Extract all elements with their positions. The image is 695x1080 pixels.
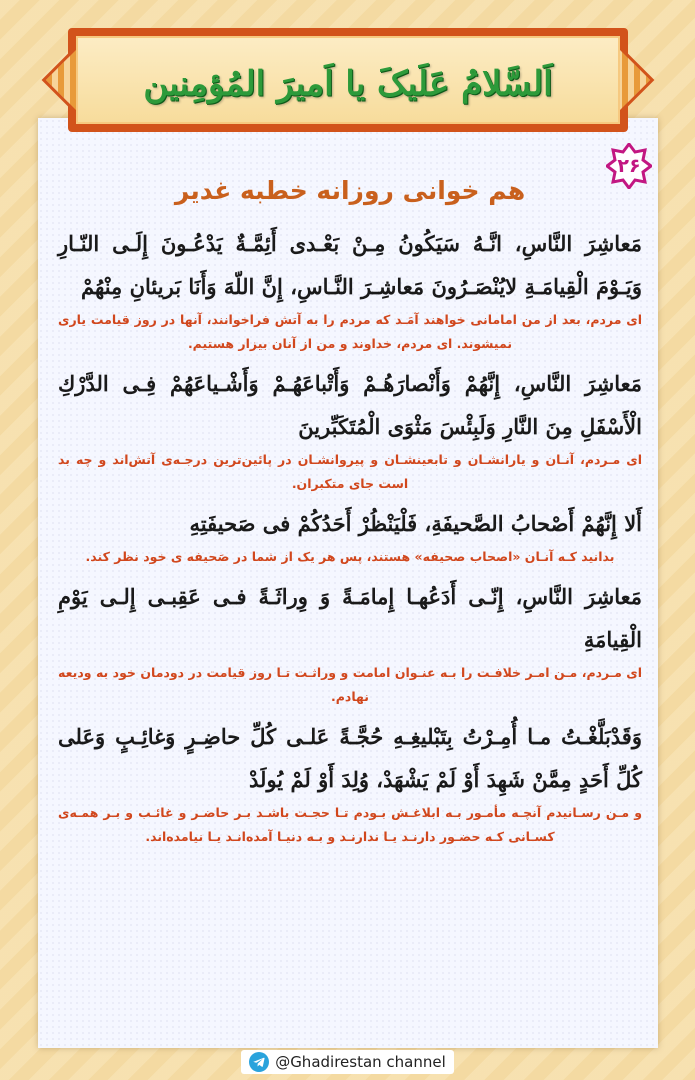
banner-inner: [76, 36, 620, 124]
persian-translation-3: بدانید کـه آنـان «اصحاب صحیفه» هستند، پس هر یک از شما در صَحیفه ی خود نظر کند.: [85, 549, 615, 564]
channel-link[interactable]: [241, 1050, 454, 1074]
persian-translation-2: ای مـردم، آنـان و یارانشـان و تابعینشـان و پیروانشـان در پائین‌ترین درجـه‌ی آتش‌اند و چه بد است جای متکبران.: [58, 452, 642, 491]
badge-number: ۲۶: [617, 155, 641, 177]
footer: [0, 1050, 695, 1080]
channel-name: @Ghadirestan channel: [275, 1053, 446, 1071]
arabic-paragraph-3: أَلا إِنَّهُمْ أَصْحابُ الصَّحیفَةِ، فَلْیَنْظُرْ أَحَدُكُمْ فی صَحیفَتِهِ: [189, 511, 642, 536]
persian-translation-1: ای مردم، بعد از من امامانی خواهند آمَـد که مردم را به آتش فراخوانند، آنها در روز قیامت یاری نمیشوند. ای مردم، خداوند و من از آنان بیزار هستیم.: [58, 312, 642, 351]
persian-translation-5: و مـن رسـانیدم آنچـه مأمـور بـه ابلاغـش بـودم تـا حجـت باشـد بـر حاضـر و غائـب و بـر همـه‌ی کسـانی کـه حضـور دارنـد یـا ندارنـد و بـه دنیـا آمده‌انـد یـا نیامده‌اند.: [58, 805, 642, 844]
arabic-paragraph-4: مَعاشِرَ النَّاسِ، إِنّـی أَدَعُهـا إِمامَـةً وَ وِراثَـةً فـی عَقِبـی إِلـی یَوْمِ الْقِیامَةِ: [58, 584, 642, 652]
arabic-paragraph-2: مَعاشِرَ النَّاسِ، إِنَّهُمْ وَأَنْصارَهُـمْ وَأَتْباعَهُـمْ وَأَشْـیاعَهُمْ فِـی الدَّرْكِ الْأَسْفَلِ مِنَ النَّارِ وَلَبِئْسَ مَثْوَی الْمُتَكَبِّرینَ: [58, 371, 642, 439]
sermon-text: [58, 222, 642, 855]
arabic-paragraph-1: مَعاشِرَ النَّاسِ، انَّـهُ سَیَكُونُ مِـنْ بَعْـدی أَئِمَّـةٌ یَدْعُـونَ إِلَـی النّـارِ وَیَـوْمَ الْقِیامَـةِ لایُنْصَـرُونَ مَعاشِـرَ النَّـاسِ، إِنَّ اللّهَ وَأَنَا بَریئانِ مِنْهُمْ: [58, 231, 642, 299]
banner-title: اَلسَّلامُ عَلَیکَ یا اَمیرَ المُؤمِنین: [143, 64, 553, 104]
telegram-icon: [249, 1052, 269, 1072]
persian-translation-4: ای مـردم، مـن امـر خلافـت را بـه عنـوان امامت و وراثـت تـا روز قیامت در دودمان خود به ودیعه نهادم.: [58, 665, 642, 704]
page-subtitle: هم خوانی روزانه خطبه غدیر: [174, 176, 526, 205]
title-banner: [68, 28, 628, 132]
arabic-paragraph-5: وَقَدْبَلَّغْـتُ مـا أُمِـرْتُ بِتَبْلیغِـهِ حُجَّـةً عَلـی كُلِّ حاضِـرٍ وَغائِـبٍ وَعَلی كُلِّ أَحَدٍ مِمَّنْ شَهِدَ أَوْ لَمْ یَشْهَدْ، وُلِدَ أَوْ لَمْ یُولَدْ: [58, 724, 642, 792]
